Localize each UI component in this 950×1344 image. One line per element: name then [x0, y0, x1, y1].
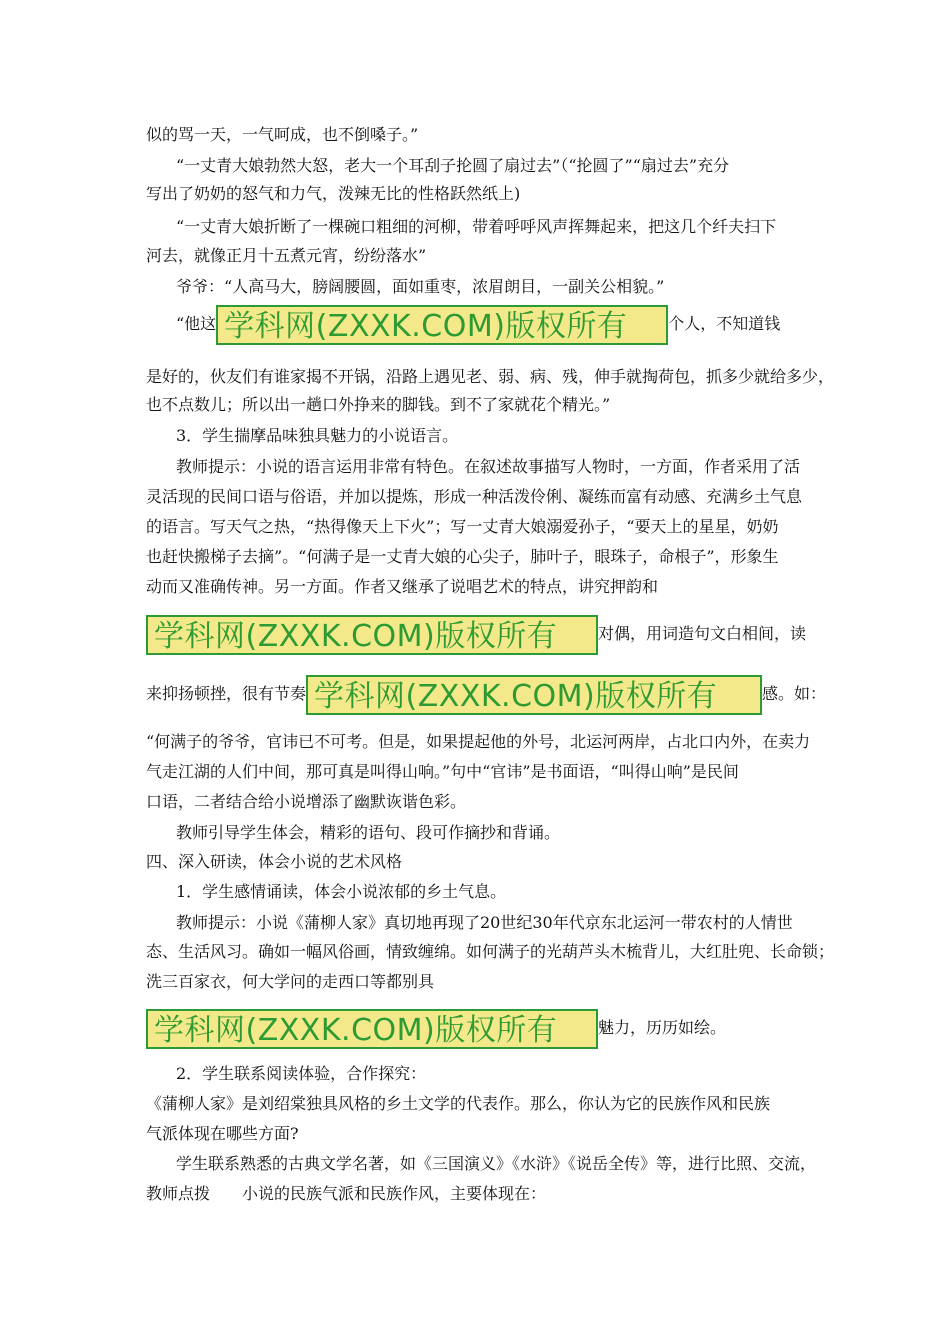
section-heading: 四、深入研读，体会小说的艺术风格 [146, 852, 403, 871]
text-line: 也不点数儿；所以出一趟口外挣来的脚钱。到不了家就花个精光。” [146, 395, 611, 414]
text-line: 爷爷：“人高马大，膀阔腰圆，面如重枣，浓眉朗目，一副关公相貌。” [176, 277, 665, 296]
text-line: 3．学生揣摩品味独具魅力的小说语言。 [176, 426, 459, 445]
text-line: 写出了奶奶的怒气和力气，泼辣无比的性格跃然纸上) [146, 184, 521, 203]
text-line: 的语言。写天气之热，“热得像天上下火”；写一丈青大娘溺爱孙子，“要天上的星星，奶奶 [146, 517, 779, 536]
text-line: “一丈青大娘折断了一棵碗口粗细的河柳，带着呼呼风声挥舞起来，把这几个纤夫扫下 [176, 217, 777, 236]
text-line-with-watermark [146, 1006, 836, 1050]
text-line: 教师点拨 小说的民族气派和民族作风，主要体现在： [146, 1184, 547, 1203]
text-line: 是好的，伙友们有谁家揭不开锅，沿路上遇见老、弱、病、残，伸手就掏荷包，抓多少就给多少， [146, 367, 835, 386]
text-segment: 来抑扬顿挫，很有节奏 [146, 684, 307, 703]
watermark-stamp: 学科网(ZXXK.COM)版权所有 [216, 305, 668, 345]
text-line: 洗三百家衣，何大学问的走西口等都别具 [146, 972, 435, 991]
text-segment: 对偶，用词造句文白相间，读 [598, 624, 807, 643]
text-line: 似的骂一天，一气呵成，也不倒嗓子。” [146, 125, 419, 144]
text-line: 动而又准确传神。另一方面。作者又继承了说唱艺术的特点，讲究押韵和 [146, 577, 659, 596]
text-line: 教师引导学生体会，精彩的语句、段可作摘抄和背诵。 [176, 823, 561, 842]
text-line: 河去，就像正月十五煮元宵，纷纷落水” [146, 246, 427, 265]
text-line-with-watermark [146, 612, 836, 656]
text-line: 2．学生联系阅读体验，合作探究： [176, 1064, 427, 1083]
text-line: 气走江湖的人们中间，那可真是叫得山响。”句中“官讳”是书面语，“叫得山响”是民间 [146, 762, 739, 781]
text-line: 灵活现的民间口语与俗语，并加以提炼，形成一种活泼伶俐、凝练而富有动感、充满乡土气息 [146, 487, 803, 506]
text-line-with-watermark [146, 672, 836, 716]
text-line: 态、生活风习。确如一幅风俗画，情致缠绵。如何满子的光葫芦头木梳背儿，大红肚兜、长命锁； [146, 942, 835, 961]
text-line-with-watermark [176, 302, 866, 346]
text-line: 也赶快搬梯子去摘”。“何满子是一丈青大娘的心尖子，肺叶子，眼珠子，命根子”，形象生 [146, 547, 779, 566]
text-line: 《蒲柳人家》是刘绍棠独具风格的乡土文学的代表作。那么，你认为它的民族作风和民族 [146, 1094, 771, 1113]
text-segment: 感。如： [762, 684, 827, 703]
text-line: 气派体现在哪些方面? [146, 1124, 299, 1143]
watermark-stamp: 学科网(ZXXK.COM)版权所有 [146, 615, 598, 655]
text-line: “一丈青大娘勃然大怒，老大一个耳刮子抡圆了扇过去”（“抡圆了”“扇过去”充分 [176, 156, 730, 175]
text-line: 1．学生感情诵读，体会小说浓郁的乡土气息。 [176, 882, 507, 901]
watermark-stamp: 学科网(ZXXK.COM)版权所有 [146, 1009, 598, 1049]
text-segment: 魅力，历历如绘。 [598, 1018, 727, 1037]
text-segment: 个人，不知道钱 [668, 314, 781, 333]
watermark-stamp: 学科网(ZXXK.COM)版权所有 [306, 675, 762, 715]
text-line: “何满子的爷爷，官讳已不可考。但是，如果提起他的外号，北运河两岸，占北口内外，在卖力 [146, 732, 811, 751]
text-line: 口语，二者结合给小说增添了幽默诙谐色彩。 [146, 792, 467, 811]
text-line: 学生联系熟悉的古典文学名著，如《三国演义》《水浒》《说岳全传》等，进行比照、交流， [176, 1154, 817, 1173]
text-line: 教师提示：小说的语言运用非常有特色。在叙述故事描写人物时，一方面，作者采用了活 [176, 457, 801, 476]
text-segment: “他这 [176, 314, 217, 333]
text-line: 教师提示：小说《蒲柳人家》真切地再现了20世纪30年代京东北运河一带农村的人情世 [176, 913, 793, 932]
